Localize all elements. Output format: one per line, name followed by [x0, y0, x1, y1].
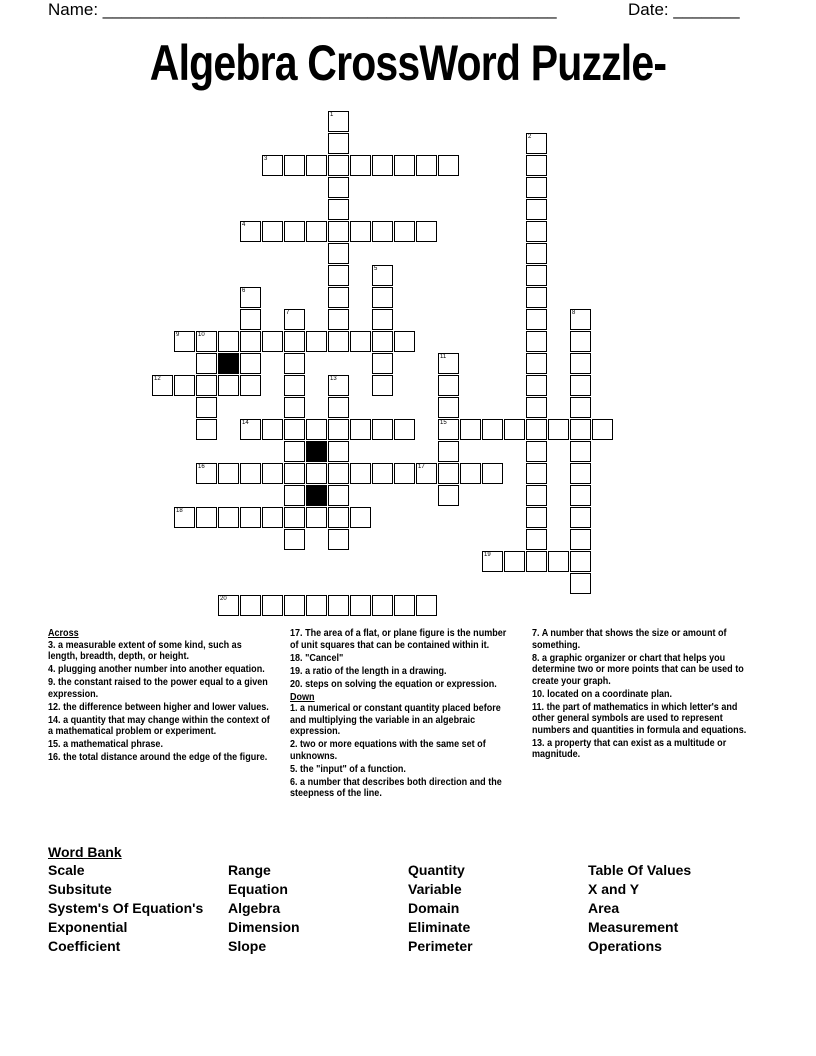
clue-number: 5: [374, 266, 378, 272]
grid-cell[interactable]: [350, 507, 371, 528]
grid-cell[interactable]: [328, 485, 349, 506]
word-bank-item: Eliminate: [408, 919, 471, 935]
clue-item: [290, 628, 512, 651]
grid-cell[interactable]: [284, 441, 305, 462]
word-bank-item: Operations: [588, 938, 662, 954]
grid-cell[interactable]: [328, 507, 349, 528]
clues-column-3: [532, 628, 762, 762]
grid-cell[interactable]: [152, 375, 173, 396]
grid-cell[interactable]: [328, 199, 349, 220]
clue-number: 9: [176, 332, 180, 338]
clue-number: 16: [198, 464, 205, 470]
grid-cell[interactable]: [328, 133, 349, 154]
clue-number: 18: [176, 508, 183, 514]
grid-cell[interactable]: [482, 463, 503, 484]
grid-cell[interactable]: [526, 243, 547, 264]
grid-cell[interactable]: [174, 331, 195, 352]
grid-cell[interactable]: [328, 287, 349, 308]
grid-cell[interactable]: [240, 507, 261, 528]
word-bank-item: Measurement: [588, 919, 679, 935]
grid-cell[interactable]: [570, 441, 591, 462]
black-cell: [306, 441, 327, 462]
grid-cell[interactable]: [284, 397, 305, 418]
grid-cell[interactable]: [328, 463, 349, 484]
grid-cell[interactable]: [526, 287, 547, 308]
word-bank-item: Range: [228, 862, 271, 878]
grid-cell[interactable]: [328, 111, 349, 132]
clue-item: [290, 679, 512, 691]
grid-cell[interactable]: [306, 463, 327, 484]
grid-cell[interactable]: [438, 441, 459, 462]
grid-cell[interactable]: [394, 155, 415, 176]
word-bank-item: X and Y: [588, 881, 640, 897]
grid-cell[interactable]: [438, 419, 459, 440]
grid-cell[interactable]: [372, 419, 393, 440]
grid-cell[interactable]: [284, 485, 305, 506]
grid-cell[interactable]: [438, 155, 459, 176]
black-cell: [306, 485, 327, 506]
clue-item-number: 10.: [532, 687, 545, 700]
grid-cell[interactable]: [526, 529, 547, 550]
grid-cell[interactable]: [262, 463, 283, 484]
clue-item-number: 18.: [290, 651, 303, 664]
grid-cell[interactable]: [218, 375, 239, 396]
word-bank-title: Word Bank: [48, 844, 122, 860]
grid-cell[interactable]: [350, 419, 371, 440]
clue-item-text: a number that describes both direction and the steepness of the line.: [290, 775, 502, 799]
grid-cell[interactable]: [240, 331, 261, 352]
word-bank-item: Table Of Values: [588, 862, 692, 878]
word-bank-item: Subsitute: [48, 881, 112, 897]
clue-item: [48, 739, 270, 751]
grid-cell[interactable]: [570, 375, 591, 396]
word-bank-item: Scale: [48, 862, 85, 878]
grid-cell[interactable]: [526, 507, 547, 528]
grid-cell[interactable]: [196, 419, 217, 440]
grid-cell[interactable]: [240, 287, 261, 308]
grid-cell[interactable]: [196, 353, 217, 374]
grid-cell[interactable]: [526, 177, 547, 198]
grid-cell[interactable]: [482, 551, 503, 572]
clue-item-number: 19.: [290, 664, 303, 677]
grid-cell[interactable]: [328, 441, 349, 462]
grid-cell[interactable]: [284, 419, 305, 440]
grid-cell[interactable]: [284, 463, 305, 484]
grid-cell[interactable]: [438, 397, 459, 418]
word-bank-item: Algebra: [228, 900, 281, 916]
grid-cell[interactable]: [438, 375, 459, 396]
grid-cell[interactable]: [570, 551, 591, 572]
clue-item-text: plugging another number into another equation.: [58, 663, 265, 675]
grid-cell[interactable]: [196, 463, 217, 484]
grid-cell[interactable]: [416, 155, 437, 176]
grid-cell[interactable]: [262, 155, 283, 176]
grid-cell[interactable]: [328, 309, 349, 330]
clue-item: [48, 702, 270, 714]
clue-item: [290, 703, 512, 738]
grid-cell[interactable]: [460, 463, 481, 484]
grid-cell[interactable]: [350, 595, 371, 616]
grid-cell[interactable]: [526, 551, 547, 572]
clue-item: [532, 653, 762, 688]
clue-item-text: located on a coordinate plan.: [547, 687, 673, 700]
grid-cell[interactable]: [372, 463, 393, 484]
black-cell: [218, 353, 239, 374]
clue-item-text: a property that can exist as a multitude or magnitude.: [532, 736, 727, 760]
clue-number: 1: [330, 112, 334, 118]
grid-cell[interactable]: [526, 441, 547, 462]
clue-item-text: the "input" of a function.: [300, 762, 406, 775]
clue-number: 13: [330, 376, 337, 382]
word-bank-item: Exponential: [48, 919, 128, 935]
date-field-label: Date: _______: [628, 0, 740, 19]
clue-item-number: 7.: [532, 627, 540, 639]
grid-cell[interactable]: [570, 331, 591, 352]
grid-cell[interactable]: [570, 419, 591, 440]
clue-number: 2: [528, 134, 532, 140]
grid-cell[interactable]: [240, 419, 261, 440]
grid-cell[interactable]: [328, 375, 349, 396]
grid-cell[interactable]: [372, 287, 393, 308]
word-bank-item: Variable: [408, 881, 462, 897]
grid-cell[interactable]: [394, 595, 415, 616]
grid-cell[interactable]: [438, 353, 459, 374]
grid-cell[interactable]: [482, 419, 503, 440]
grid-cell[interactable]: [526, 463, 547, 484]
clue-item-text: a mathematical phrase.: [63, 738, 163, 750]
word-bank-item: Coefficient: [48, 938, 121, 954]
grid-cell[interactable]: [284, 507, 305, 528]
clue-number: 11: [440, 354, 447, 360]
clue-item: [290, 739, 512, 762]
clue-item: [290, 764, 512, 776]
clue-item-number: 3.: [48, 638, 56, 651]
clue-item: [532, 628, 762, 651]
word-bank-item: Area: [588, 900, 620, 916]
clue-number: 15: [440, 420, 447, 426]
grid-cell[interactable]: [570, 485, 591, 506]
grid-cell[interactable]: [174, 507, 195, 528]
clue-item-text: the difference between higher and lower values.: [63, 700, 269, 713]
clue-item: [532, 689, 762, 701]
grid-cell[interactable]: [570, 309, 591, 330]
grid-cell[interactable]: [262, 331, 283, 352]
word-bank-item: Perimeter: [408, 938, 473, 954]
grid-cell[interactable]: [196, 507, 217, 528]
grid-cell[interactable]: [438, 485, 459, 506]
grid-cell[interactable]: [328, 397, 349, 418]
grid-cell[interactable]: [218, 595, 239, 616]
grid-cell[interactable]: [328, 177, 349, 198]
grid-cell[interactable]: [240, 595, 261, 616]
clue-item: [48, 752, 270, 764]
grid-cell[interactable]: [570, 397, 591, 418]
clue-item-text: The area of a flat, or plane figure is the number of unit squares that can be contained within it.: [290, 627, 507, 651]
grid-cell[interactable]: [372, 595, 393, 616]
clue-item-number: 4.: [48, 663, 56, 675]
grid-cell[interactable]: [350, 463, 371, 484]
clue-item-text: the part of mathematics in which letter's and other general symbols are used to represent numbers and quantities in formula and equations.: [532, 700, 747, 736]
clue-item: [48, 715, 270, 738]
grid-cell[interactable]: [196, 397, 217, 418]
grid-cell[interactable]: [526, 155, 547, 176]
grid-cell[interactable]: [328, 529, 349, 550]
clue-item-text: steps on solving the equation or expression.: [305, 677, 497, 690]
grid-cell[interactable]: [240, 309, 261, 330]
clue-item: [532, 738, 762, 761]
grid-cell[interactable]: [416, 463, 437, 484]
grid-cell[interactable]: [328, 155, 349, 176]
clue-number: 14: [242, 420, 249, 426]
grid-cell[interactable]: [328, 331, 349, 352]
clue-number: 19: [484, 552, 491, 558]
clue-item-number: 17.: [290, 627, 303, 639]
clue-item-number: 8.: [532, 651, 540, 664]
grid-cell[interactable]: [570, 463, 591, 484]
grid-cell[interactable]: [328, 595, 349, 616]
grid-cell[interactable]: [394, 463, 415, 484]
grid-cell[interactable]: [548, 419, 569, 440]
grid-cell[interactable]: [570, 353, 591, 374]
grid-cell[interactable]: [350, 331, 371, 352]
grid-cell[interactable]: [284, 221, 305, 242]
clue-section-heading: Down: [290, 690, 315, 703]
grid-cell[interactable]: [196, 375, 217, 396]
grid-cell[interactable]: [372, 375, 393, 396]
grid-cell[interactable]: [372, 331, 393, 352]
grid-cell[interactable]: [372, 265, 393, 286]
word-bank-item: System's Of Equation's: [48, 900, 204, 916]
clue-item-number: 6.: [290, 775, 298, 788]
grid-cell[interactable]: [526, 331, 547, 352]
grid-cell[interactable]: [306, 155, 327, 176]
word-bank-item: Slope: [228, 938, 267, 954]
clues-column-1: [48, 628, 270, 765]
grid-cell[interactable]: [350, 221, 371, 242]
word-bank-item: Quantity: [408, 862, 465, 878]
grid-cell[interactable]: [504, 419, 525, 440]
clue-number: 20: [220, 596, 227, 602]
grid-cell[interactable]: [284, 375, 305, 396]
grid-cell[interactable]: [218, 463, 239, 484]
grid-cell[interactable]: [174, 375, 195, 396]
clue-item-text: a ratio of the length in a drawing.: [305, 664, 447, 677]
grid-cell[interactable]: [306, 221, 327, 242]
grid-cell[interactable]: [284, 595, 305, 616]
clue-item: [48, 640, 270, 663]
grid-cell[interactable]: [526, 309, 547, 330]
grid-cell[interactable]: [394, 331, 415, 352]
grid-cell[interactable]: [548, 551, 569, 572]
clue-item-number: 2.: [290, 738, 298, 750]
clue-item-number: 12.: [48, 700, 61, 713]
clue-number: 3: [264, 156, 268, 162]
clue-item-number: 15.: [48, 738, 61, 750]
grid-cell[interactable]: [372, 221, 393, 242]
clue-item-text: a numerical or constant quantity placed before and multiplying the variable in an algebraic expression.: [290, 702, 501, 737]
grid-cell[interactable]: [328, 221, 349, 242]
grid-cell[interactable]: [328, 265, 349, 286]
clue-item-text: a measurable extent of some kind, such as length, breadth, depth, or height.: [48, 638, 242, 662]
grid-cell[interactable]: [438, 463, 459, 484]
clue-number: 17: [418, 464, 425, 470]
grid-cell[interactable]: [284, 353, 305, 374]
word-bank-item: Dimension: [228, 919, 300, 935]
clue-item-text: a graphic organizer or chart that helps you determine two or more points that can be used to create your graph.: [532, 651, 744, 687]
grid-cell[interactable]: [284, 529, 305, 550]
grid-cell[interactable]: [328, 243, 349, 264]
grid-cell[interactable]: [526, 199, 547, 220]
grid-cell[interactable]: [240, 463, 261, 484]
grid-cell[interactable]: [592, 419, 613, 440]
page-title: Algebra CrossWord Puzzle-: [149, 35, 667, 91]
clue-item: [290, 653, 512, 665]
grid-cell[interactable]: [218, 507, 239, 528]
grid-cell[interactable]: [394, 419, 415, 440]
grid-cell[interactable]: [526, 133, 547, 154]
grid-cell[interactable]: [526, 485, 547, 506]
grid-cell[interactable]: [526, 419, 547, 440]
clue-item-text: the constant raised to the power equal to a given expression.: [48, 676, 268, 700]
grid-cell[interactable]: [526, 221, 547, 242]
clue-number: 12: [154, 376, 161, 382]
grid-cell[interactable]: [240, 353, 261, 374]
clue-item: [532, 702, 762, 737]
grid-cell[interactable]: [526, 375, 547, 396]
clue-item-text: two or more equations with the same set of unknowns.: [290, 738, 486, 762]
clue-item-number: 13.: [532, 736, 545, 749]
grid-cell[interactable]: [284, 331, 305, 352]
grid-cell[interactable]: [284, 155, 305, 176]
clue-number: 8: [572, 310, 576, 316]
clue-item-number: 11.: [532, 700, 545, 713]
grid-cell[interactable]: [504, 551, 525, 572]
grid-cell[interactable]: [416, 221, 437, 242]
grid-cell[interactable]: [284, 309, 305, 330]
clue-item-number: 5.: [290, 762, 298, 775]
grid-cell[interactable]: [262, 595, 283, 616]
grid-cell[interactable]: [460, 419, 481, 440]
grid-cell[interactable]: [240, 221, 261, 242]
grid-cell[interactable]: [196, 331, 217, 352]
clue-item: [290, 777, 512, 800]
grid-cell[interactable]: [372, 353, 393, 374]
grid-cell[interactable]: [262, 507, 283, 528]
clue-item: [48, 677, 270, 700]
grid-cell[interactable]: [328, 419, 349, 440]
grid-cell[interactable]: [218, 331, 239, 352]
clue-item-number: 9.: [48, 676, 56, 688]
clue-item: [48, 664, 270, 676]
grid-cell[interactable]: [570, 507, 591, 528]
grid-cell[interactable]: [526, 353, 547, 374]
clue-item-number: 14.: [48, 713, 61, 726]
grid-cell[interactable]: [262, 221, 283, 242]
grid-cell[interactable]: [526, 397, 547, 418]
clue-section-heading: Across: [48, 627, 79, 639]
word-bank-item: Equation: [228, 881, 288, 897]
clue-number: 4: [242, 222, 246, 228]
clue-number: 7: [286, 310, 290, 316]
grid-cell[interactable]: [570, 573, 591, 594]
grid-cell[interactable]: [306, 331, 327, 352]
grid-cell[interactable]: [526, 265, 547, 286]
grid-cell[interactable]: [570, 529, 591, 550]
clue-item-number: 16.: [48, 751, 61, 763]
clues-column-2: [290, 628, 512, 801]
grid-cell[interactable]: [306, 595, 327, 616]
grid-cell[interactable]: [372, 155, 393, 176]
clue-item-number: 20.: [290, 677, 303, 690]
name-field-label: Name: ________________________________________________: [48, 0, 557, 19]
word-bank-item: Domain: [408, 900, 460, 916]
grid-cell[interactable]: [262, 419, 283, 440]
grid-cell[interactable]: [306, 507, 327, 528]
grid-cell[interactable]: [394, 221, 415, 242]
grid-cell[interactable]: [372, 309, 393, 330]
grid-cell[interactable]: [306, 419, 327, 440]
clue-item-text: a quantity that may change within the context of a mathematical problem or experiment.: [48, 713, 270, 737]
clue-item-text: "Cancel": [305, 651, 344, 664]
grid-cell[interactable]: [350, 155, 371, 176]
clue-item-text: the total distance around the edge of the figure.: [63, 751, 268, 763]
clue-item-number: 1.: [290, 702, 298, 714]
grid-cell[interactable]: [240, 375, 261, 396]
clue-item-text: A number that shows the size or amount of something.: [532, 627, 727, 651]
clue-number: 10: [198, 332, 205, 338]
clue-item: [290, 666, 512, 678]
grid-cell[interactable]: [416, 595, 437, 616]
clue-number: 6: [242, 288, 246, 294]
